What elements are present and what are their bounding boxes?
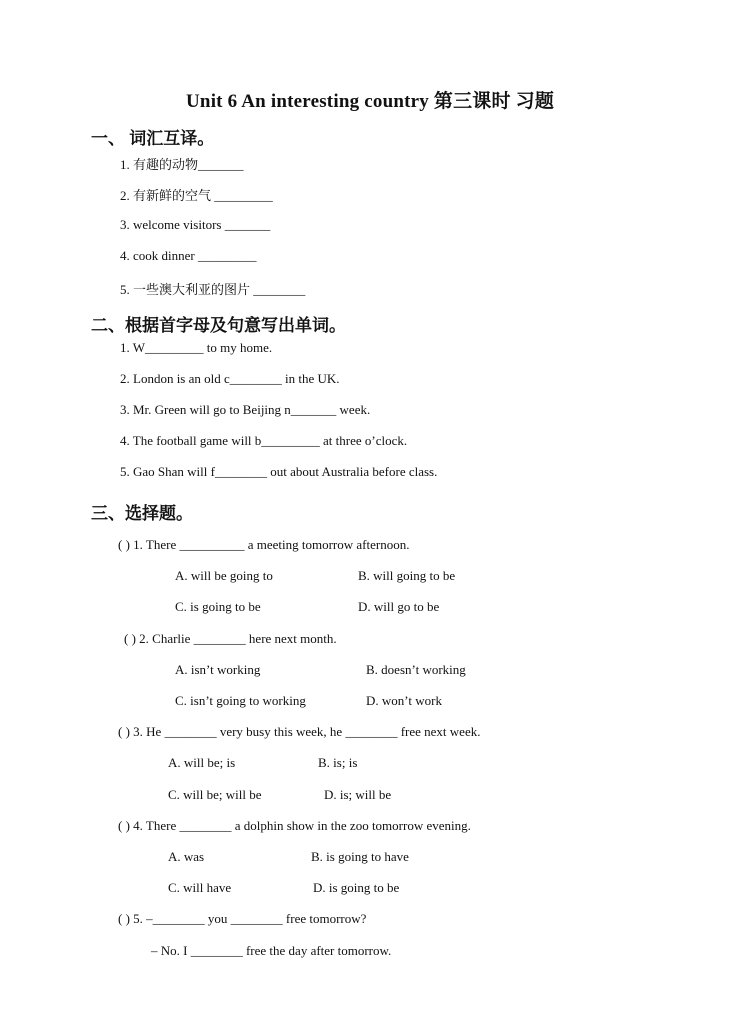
list-item: 5. Gao Shan will f________ out about Australia before class. [120, 464, 438, 479]
section-heading-multiple-choice: 三、选择题。 [91, 504, 193, 523]
option-a: A. will be; is [168, 755, 236, 770]
list-item: 3. Mr. Green will go to Beijing n_______ week. [120, 402, 371, 417]
dialogue-answer: – No. I ________ free the day after tomorrow. [151, 943, 392, 958]
option-d: D. won’t work [366, 693, 442, 708]
option-a: A. isn’t working [175, 662, 261, 677]
option-a: A. will be going to [175, 568, 273, 583]
option-c: C. isn’t going to working [175, 693, 306, 708]
list-item: 1. 有趣的动物_______ [120, 157, 244, 172]
option-b: B. will going to be [358, 568, 456, 583]
option-b: B. doesn’t working [366, 662, 466, 677]
question-stem: ( ) 5. –________ you ________ free tomorrow? [118, 911, 367, 926]
question-stem: ( ) 3. He ________ very busy this week, he ________ free next week. [118, 724, 481, 739]
list-item: 5. 一些澳大利亚的图片 ________ [120, 282, 306, 297]
list-item: 1. W_________ to my home. [120, 340, 273, 355]
option-c: C. will have [168, 880, 232, 895]
question-stem: ( ) 4. There ________ a dolphin show in the zoo tomorrow evening. [118, 818, 471, 833]
section-heading-fill-words: 二、根据首字母及句意写出单词。 [91, 316, 346, 335]
option-c: C. is going to be [175, 599, 261, 614]
list-item: 3. welcome visitors _______ [120, 217, 271, 232]
question-stem: ( ) 2. Charlie ________ here next month. [124, 631, 337, 646]
option-d: D. will go to be [358, 599, 440, 614]
list-item: 4. cook dinner _________ [120, 248, 257, 263]
option-a: A. was [168, 849, 205, 864]
option-d: D. is going to be [313, 880, 400, 895]
option-b: B. is going to have [311, 849, 409, 864]
option-d: D. is; will be [324, 787, 392, 802]
list-item: 2. 有新鲜的空气 _________ [120, 188, 273, 203]
option-c: C. will be; will be [168, 787, 262, 802]
list-item: 2. London is an old c________ in the UK. [120, 371, 340, 386]
list-item: 4. The football game will b_________ at three o’clock. [120, 433, 408, 448]
section-heading-vocabulary: 一、 词汇互译。 [91, 129, 215, 148]
question-stem: ( ) 1. There __________ a meeting tomorrow afternoon. [118, 537, 410, 552]
option-b: B. is; is [318, 755, 358, 770]
page-title: Unit 6 An interesting country 第三课时 习题 [186, 91, 555, 112]
